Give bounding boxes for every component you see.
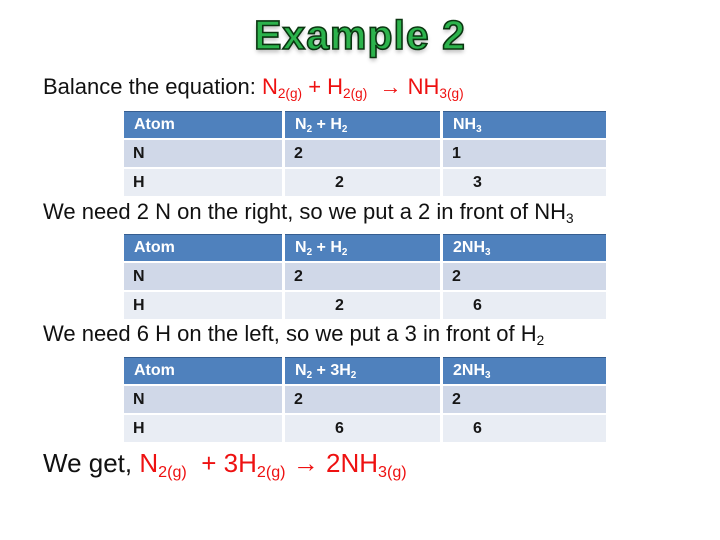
table-header-atom: Atom xyxy=(124,111,282,138)
table-header-products: $NH_3$ xyxy=(443,111,606,138)
table-cell-h-right: 6 xyxy=(443,415,606,442)
table-cell-h-right: 3 xyxy=(443,169,606,196)
atom-count-table-balanced xyxy=(124,357,606,442)
line-need-2n: We need 2 N on the right, so we put a 2 in front of $NH_3$ xyxy=(43,199,574,227)
table-header-reactants: $N_2 + H_2$ xyxy=(285,111,440,138)
table-header-reactants: $N_2 + 3H_2$ xyxy=(285,357,440,384)
atom-count-table-unbalanced xyxy=(124,111,606,196)
table-cell-n-right: 2 xyxy=(443,386,606,413)
table-cell-n-right: 2 xyxy=(443,263,606,290)
table-cell-atom-h: H xyxy=(124,292,282,319)
line-final-equation: We get, $N_{2(g)} + 3H_{2(g)} \to 2NH_{3(g)}$ xyxy=(43,448,407,481)
table-cell-h-left: 2 xyxy=(285,169,440,196)
atom-count-table-after-2nh3 xyxy=(124,234,606,319)
table-cell-h-right: 6 xyxy=(443,292,606,319)
line-need-6h: We need 6 H on the left, so we put a 3 in front of $H_2$ xyxy=(43,321,545,349)
slide-title: Example 2 xyxy=(254,12,466,58)
table-cell-atom-n: N xyxy=(124,263,282,290)
table-cell-n-left: 2 xyxy=(285,263,440,290)
table-header-atom: Atom xyxy=(124,234,282,261)
table-cell-n-left: 2 xyxy=(285,140,440,167)
table-cell-atom-h: H xyxy=(124,415,282,442)
table-header-reactants: $N_2 + H_2$ xyxy=(285,234,440,261)
table-cell-h-left: 6 xyxy=(285,415,440,442)
table-header-products: $2NH_3$ xyxy=(443,234,606,261)
table-header-atom: Atom xyxy=(124,357,282,384)
table-cell-atom-n: N xyxy=(124,140,282,167)
table-cell-n-right: 1 xyxy=(443,140,606,167)
table-cell-atom-h: H xyxy=(124,169,282,196)
table-header-products: $2NH_3$ xyxy=(443,357,606,384)
line-balance-equation: Balance the equation: $N_{2(g)} + H_{2(g)} \to NH_{3(g)}$ xyxy=(43,74,464,102)
table-cell-n-left: 2 xyxy=(285,386,440,413)
table-cell-atom-n: N xyxy=(124,386,282,413)
table-cell-h-left: 2 xyxy=(285,292,440,319)
